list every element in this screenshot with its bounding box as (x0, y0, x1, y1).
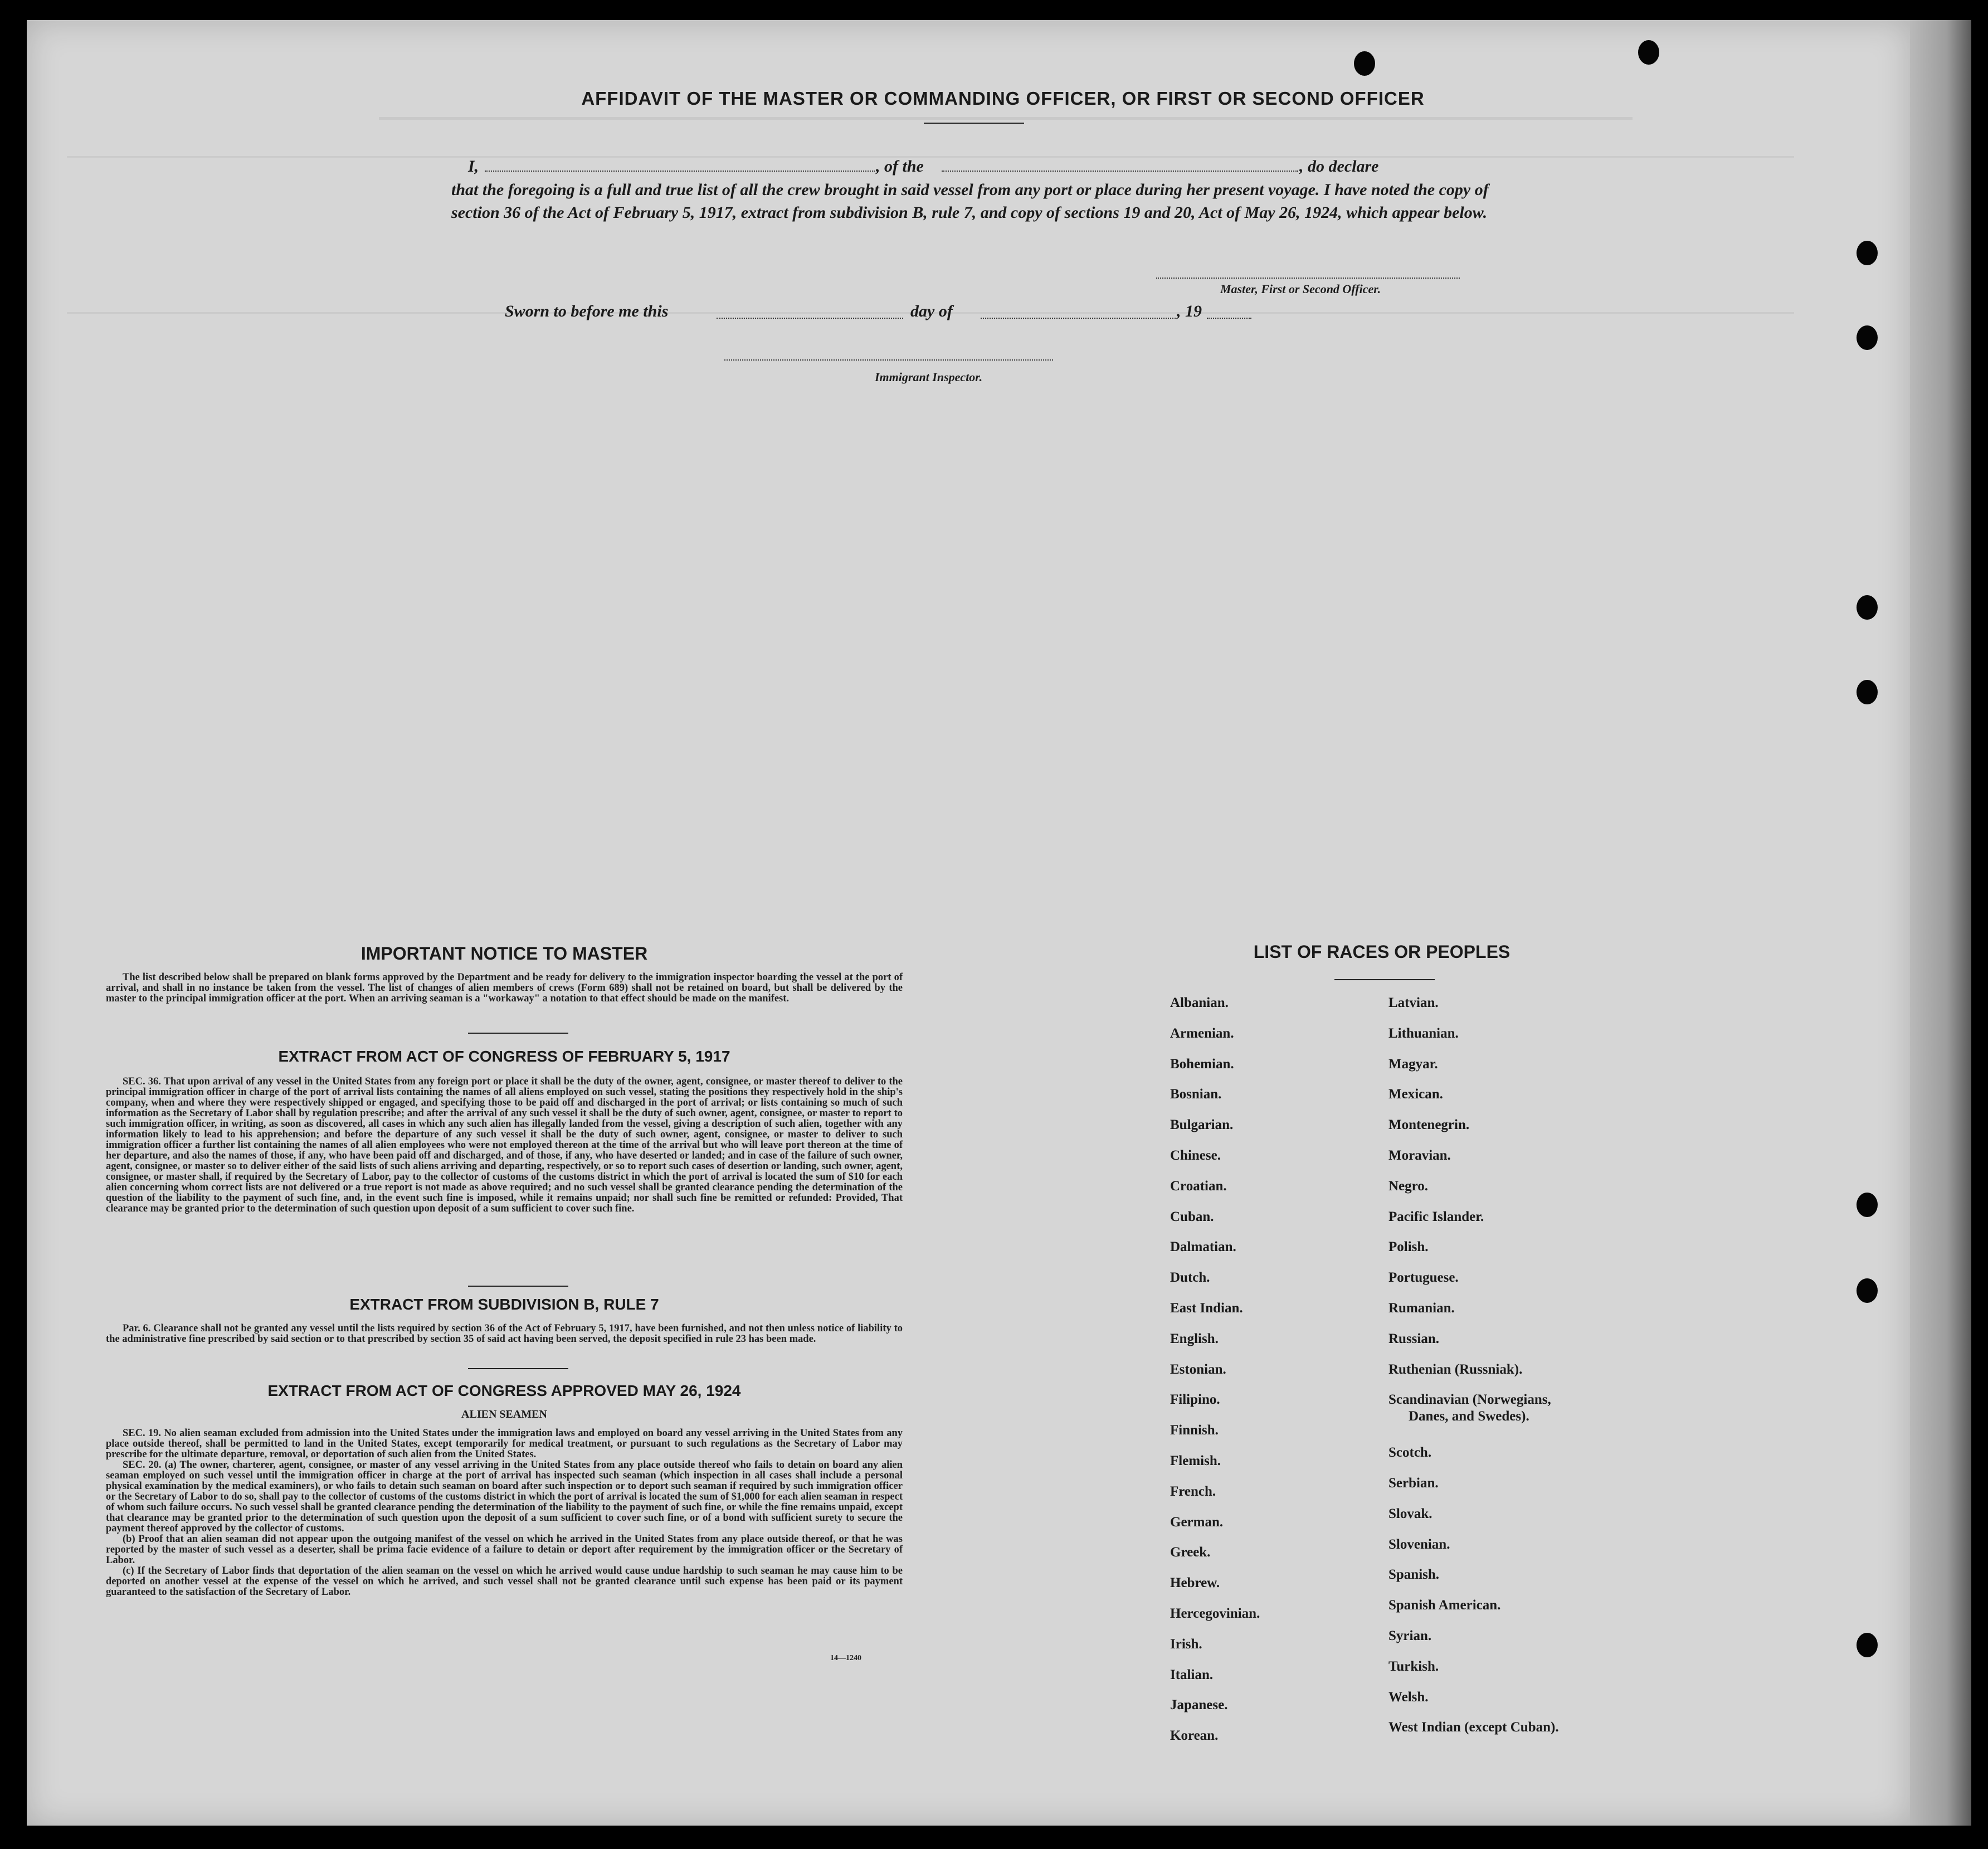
notice-title: IMPORTANT NOTICE TO MASTER (360, 943, 648, 964)
affidavit-i-label: I, (468, 157, 479, 176)
sworn-month-field[interactable] (981, 318, 1176, 319)
race-item: German. (1170, 1514, 1224, 1530)
race-item: Portuguese. (1388, 1270, 1459, 1286)
sec19-paragraph: SEC. 19. No alien seaman excluded from admission into the United States under the immigration laws and employed on board any vessel arriving in the United States from any place outside thereof, shall be permitted to land in the United States, except temporarily for medical treatment, or pursuant to such regulations as the Secretary of Labor may prescribe for the ultimate departure, removal, or deportation of such alien from the United States. (106, 1428, 903, 1460)
race-item: Montenegrin. (1388, 1117, 1470, 1133)
race-item: Pacific Islander. (1388, 1209, 1484, 1224)
race-item: Dutch. (1170, 1270, 1210, 1286)
race-item: Chinese. (1170, 1148, 1221, 1163)
title-underline (924, 123, 1024, 124)
race-item: Turkish. (1388, 1658, 1439, 1674)
race-item: Welsh. (1388, 1689, 1429, 1705)
year-label: , 19 (1177, 302, 1202, 320)
bleed-through-line (379, 117, 1633, 120)
punch-hole (1354, 51, 1375, 76)
races-title: LIST OF RACES OR PEOPLES (1253, 942, 1511, 962)
race-item: Rumanian. (1388, 1301, 1455, 1316)
race-item: Japanese. (1170, 1697, 1228, 1713)
race-item: Flemish. (1170, 1453, 1221, 1468)
section-divider (468, 1033, 568, 1034)
master-signature-label: Master, First or Second Officer. (1220, 282, 1381, 296)
affidavit-of-the-label: , of the (876, 157, 924, 176)
race-item: Finnish. (1170, 1423, 1219, 1438)
race-item: Slovenian. (1388, 1536, 1450, 1552)
race-item: French. (1170, 1483, 1216, 1499)
race-item: Spanish. (1388, 1567, 1440, 1583)
punch-hole (1857, 1633, 1878, 1657)
race-item: Russian. (1388, 1331, 1440, 1346)
section-divider (468, 1368, 568, 1369)
notice-text (106, 972, 903, 1004)
name-field[interactable] (485, 171, 875, 172)
race-item: Italian. (1170, 1667, 1214, 1682)
extract-rule7-text (106, 1324, 903, 1345)
punch-hole (1857, 1278, 1878, 1303)
affidavit-declare-label: , do declare (1299, 157, 1379, 176)
races-underline (1334, 979, 1435, 980)
punch-hole (1638, 40, 1659, 65)
race-item: Bulgarian. (1170, 1117, 1234, 1133)
sec36-paragraph: SEC. 36. That upon arrival of any vessel in the United States from any foreign port or place it shall be the duty of the owner, agent, consignee, or master thereof to deliver to the principal immigration officer in charge of the port of arrival lists containing the names of all aliens employed on such vessel, stating the positions they respectively hold in the ship's company, when and where they were respectively shipped or engaged, and specifying those to be paid off and discharged in the port of arrival; or lists containing so much of such information as the Secretary of Labor shall by regulation prescribe; and after the arrival of any such vessel it shall be the duty of such owner, agent, consignee, or master to report to such immigration officer, in writing, as soon as discovered, all cases in which any such alien has illegally landed from the vessel, giving a description of such alien, together with any information likely to lead to his apprehension; and before the departure of any such vessel it shall be the duty of such owner, agent, consignee, or master to deliver to such immigration officer a further list containing the names of all alien employees who were not employed thereon at the time of the arrival but who will leave port thereon at the time of her departure, and also the names of those, if any, who have been paid off and discharged, and of those, if any, who have deserted or landed; and in case of the failure of such owner, agent, consignee, or master so to deliver either of the said lists of such aliens arriving and departing, respectively, or so to report such cases of desertion or landing, such owner, agent, consignee, or master shall, if required by the Secretary of Labor, pay to the collector of customs of the customs district in which the port of arrival is located the sum of $10 for each alien concerning whom correct lists are not delivered or a true report is not made as above required; and no such vessel shall be granted clearance pending the determination of the question of the liability to the payment of such fine, and, in the event such fine is imposed, while it remains unpaid; nor shall such fine be remitted or refunded: Provided, That clearance may be granted prior to the determination of such question upon deposit of a sum sufficient to cover such fine. (106, 1076, 903, 1214)
day-of-label: day of (910, 302, 953, 320)
race-item: English. (1170, 1331, 1219, 1346)
inspector-label: Immigrant Inspector. (875, 370, 983, 384)
extract-rule7-title: EXTRACT FROM SUBDIVISION B, RULE 7 (349, 1296, 659, 1313)
race-item: Armenian. (1170, 1025, 1234, 1041)
extract-1924-text (106, 1428, 903, 1598)
race-item: Magyar. (1388, 1056, 1438, 1072)
race-item: Irish. (1170, 1636, 1202, 1652)
race-item: Estonian. (1170, 1361, 1226, 1377)
sworn-label: Sworn to before me this (505, 302, 669, 320)
race-item: Mexican. (1388, 1087, 1443, 1102)
race-item: Hebrew. (1170, 1575, 1220, 1591)
race-item: Danes, and Swedes). (1409, 1409, 1529, 1424)
race-item: Moravian. (1388, 1148, 1451, 1163)
race-item: Lithuanian. (1388, 1025, 1459, 1041)
sworn-year-field[interactable] (1207, 318, 1251, 319)
notice-paragraph: The list described below shall be prepared on blank forms approved by the Department and be ready for delivery to the immigration inspector boarding the vessel at the port of arrival, and shall in no instance be taken from the vessel. The list of changes of alien members of crews (Form 689) shall not be retained on board, but shall be delivered by the master to the principal immigration officer at the port. When an arriving seaman is a "workaway" a notation to that effect should be made on the manifest. (106, 972, 903, 1004)
form-number: 14—1240 (830, 1654, 861, 1662)
punch-hole (1857, 595, 1878, 620)
alien-seamen-subtitle: ALIEN SEAMEN (461, 1408, 547, 1420)
race-item: Hercegovinian. (1170, 1606, 1260, 1621)
race-item: East Indian. (1170, 1301, 1243, 1316)
race-item: West Indian (except Cuban). (1388, 1720, 1559, 1735)
race-item: Filipino. (1170, 1392, 1220, 1408)
race-item: Syrian. (1388, 1628, 1432, 1643)
inspector-signature-line[interactable] (724, 359, 1053, 361)
race-item: Korean. (1170, 1728, 1219, 1744)
race-item: Greek. (1170, 1545, 1211, 1560)
sworn-line (505, 302, 1285, 327)
punch-hole (1857, 241, 1878, 265)
extract-1917-title: EXTRACT FROM ACT OF CONGRESS OF FEBRUARY 5, 1917 (278, 1048, 730, 1065)
sec20a-paragraph: SEC. 20. (a) The owner, charterer, agent, consignee, or master of any vessel arriving in the United States from any place outside thereof who fails to detain on board any alien seaman employed on such vessel until the immigration officer in charge at the port of arrival has inspected such seaman (which inspection in all cases shall include a personal physical examination by the medical examiners), or who fails to detain such seaman on board after such inspection or to deport such seaman if required by such immigration officer or the Secretary of Labor to do so, shall pay to the collector of customs of the customs district in which the port of arrival is located the sum of $1,000 for each alien seaman in respect of whom such failure occurs. No such vessel shall be granted clearance pending the determination of the liability to the payment of such fine, or while the fine remains unpaid, except that clearance may be granted prior to the determination of such question upon the deposit of a sum sufficient to cover such fine, or of a bond with sufficient surety to secure the payment thereof approved by the collector of customs. (106, 1459, 903, 1534)
affidavit-body: that the foregoing is a full and true list of all the crew brought in said vessel from any port or place during her present voyage. I have noted the copy of section 36 of the Act of February 5, 1917, extract from subdivision B, rule 7, and copy of sections 19 and 20, Act of May 26, 1924, which appear below. (451, 181, 1489, 222)
race-item: Polish. (1388, 1239, 1429, 1255)
sec20b-paragraph: (b) Proof that an alien seaman did not appear upon the outgoing manifest of the vessel on which he arrived in the United States from any place outside thereof, or that he was reported by the master of such vessel as a deserter, shall be prima facie evidence of a failure to detain or deport after requirement by the immigration officer or the Secretary of Labor. (106, 1534, 903, 1566)
race-item: Latvian. (1388, 995, 1439, 1010)
race-item: Bosnian. (1170, 1087, 1222, 1102)
race-item: Serbian. (1388, 1476, 1439, 1491)
extract-1924-title: EXTRACT FROM ACT OF CONGRESS APPROVED MAY 26, 1924 (267, 1382, 741, 1399)
race-item: Spanish American. (1388, 1598, 1501, 1613)
race-item: Ruthenian (Russniak). (1388, 1361, 1523, 1377)
punch-hole (1857, 325, 1878, 350)
sworn-day-field[interactable] (717, 318, 903, 319)
extract-1917-text (106, 1077, 903, 1214)
punch-hole (1857, 680, 1878, 704)
race-item: Albanian. (1170, 995, 1229, 1010)
section-divider (468, 1286, 568, 1287)
race-item: Dalmatian. (1170, 1239, 1236, 1255)
affidavit-line-1 (451, 155, 1499, 178)
vessel-field[interactable] (942, 171, 1298, 172)
race-item: Croatian. (1170, 1178, 1227, 1194)
race-item: Scandinavian (Norwegians, (1388, 1392, 1551, 1408)
sec20c-paragraph: (c) If the Secretary of Labor finds that deportation of the alien seaman on the vessel on which he arrived would cause undue hardship to such seaman he may cause him to be deported on another vessel at the expense of the vessel on which he arrived, and such vessel shall not be granted clearance until such expense has been paid or its payment guaranteed to the satisfaction of the Secretary of Labor. (106, 1565, 903, 1598)
affidavit-title: AFFIDAVIT OF THE MASTER OR COMMANDING OFFICER, OR FIRST OR SECOND OFFICER (581, 88, 1425, 109)
race-item: Scotch. (1388, 1445, 1432, 1461)
master-signature-line[interactable] (1156, 278, 1460, 279)
race-item: Negro. (1388, 1178, 1429, 1194)
page-edge (1910, 20, 1971, 1826)
race-item: Cuban. (1170, 1209, 1214, 1224)
race-item: Slovak. (1388, 1506, 1432, 1521)
race-item: Bohemian. (1170, 1056, 1234, 1072)
punch-hole (1857, 1193, 1878, 1217)
par6-paragraph: Par. 6. Clearance shall not be granted any vessel until the lists required by section 36 of the Act of February 5, 1917, have been furnished, and not then unless notice of liability to the administrative fine prescribed by said section or to that prescribed by section 35 of said act having been served, the deposit specified in rule 23 has been made. (106, 1323, 903, 1345)
